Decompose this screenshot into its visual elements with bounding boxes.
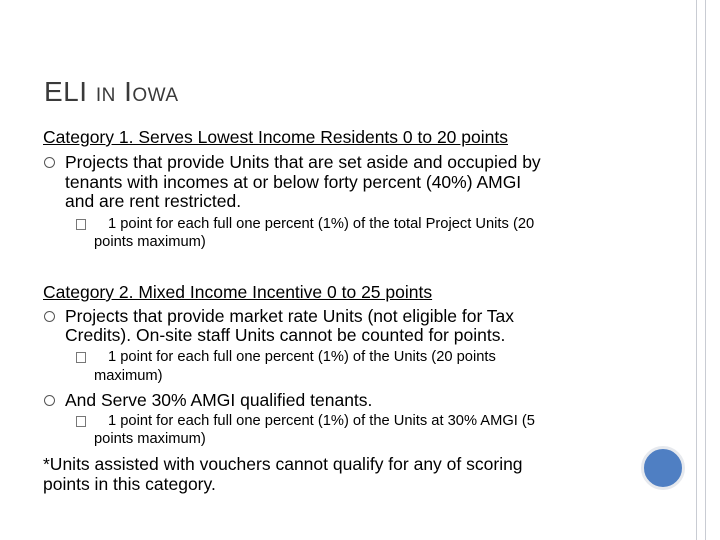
cat1-sub1-line2: points maximum) (94, 234, 206, 250)
footnote-line2: points in this category. (43, 474, 216, 494)
cat2-sub2-line2: points maximum) (94, 431, 206, 447)
cat1-item1-line1: Projects that provide Units that are set aside and occupied by (65, 152, 541, 172)
square-bullet-icon (76, 219, 86, 230)
category-1-heading: Category 1. Serves Lowest Income Residents 0 to 20 points (43, 127, 508, 147)
cat2-item1-line1: Projects that provide market rate Units (not eligible for Tax (65, 306, 515, 326)
category-2-heading: Category 2. Mixed Income Incentive 0 to 25 points (43, 282, 433, 302)
decorative-side-rail (696, 0, 706, 540)
title-word-in: IN (95, 85, 116, 106)
square-bullet-icon (76, 352, 86, 363)
cat2-item1-line2: Credits). On-site staff Units cannot be counted for points. (65, 325, 506, 345)
cat2-item2-line1: And Serve 30% AMGI qualified tenants. (65, 390, 373, 410)
cat2-sub2-line1: 1 point for each full one percent (1%) of the Units at 30% AMGI (5 (108, 413, 535, 429)
title-word-eli: ELI (44, 76, 88, 107)
cat1-sub1-line1: 1 point for each full one percent (1%) of the total Project Units (20 (108, 216, 535, 232)
cat1-item1-line3: and are rent restricted. (65, 191, 242, 211)
circle-bullet-icon (44, 395, 55, 406)
title-word-iowa-cap: I (124, 76, 133, 107)
cat2-sub1-line2: maximum) (94, 368, 163, 384)
square-bullet-icon (76, 416, 86, 427)
title-word-iowa-rest: OWA (132, 85, 179, 106)
slide-title (44, 76, 179, 112)
footnote-line1: *Units assisted with vouchers cannot qualify for any of scoring (43, 454, 523, 474)
decorative-circle (641, 446, 685, 490)
cat1-item1-line2: tenants with incomes at or below forty percent (40%) AMGI (65, 172, 522, 192)
circle-bullet-icon (44, 157, 55, 168)
circle-bullet-icon (44, 311, 55, 322)
cat2-sub1-line1: 1 point for each full one percent (1%) of the Units (20 points (108, 349, 496, 365)
